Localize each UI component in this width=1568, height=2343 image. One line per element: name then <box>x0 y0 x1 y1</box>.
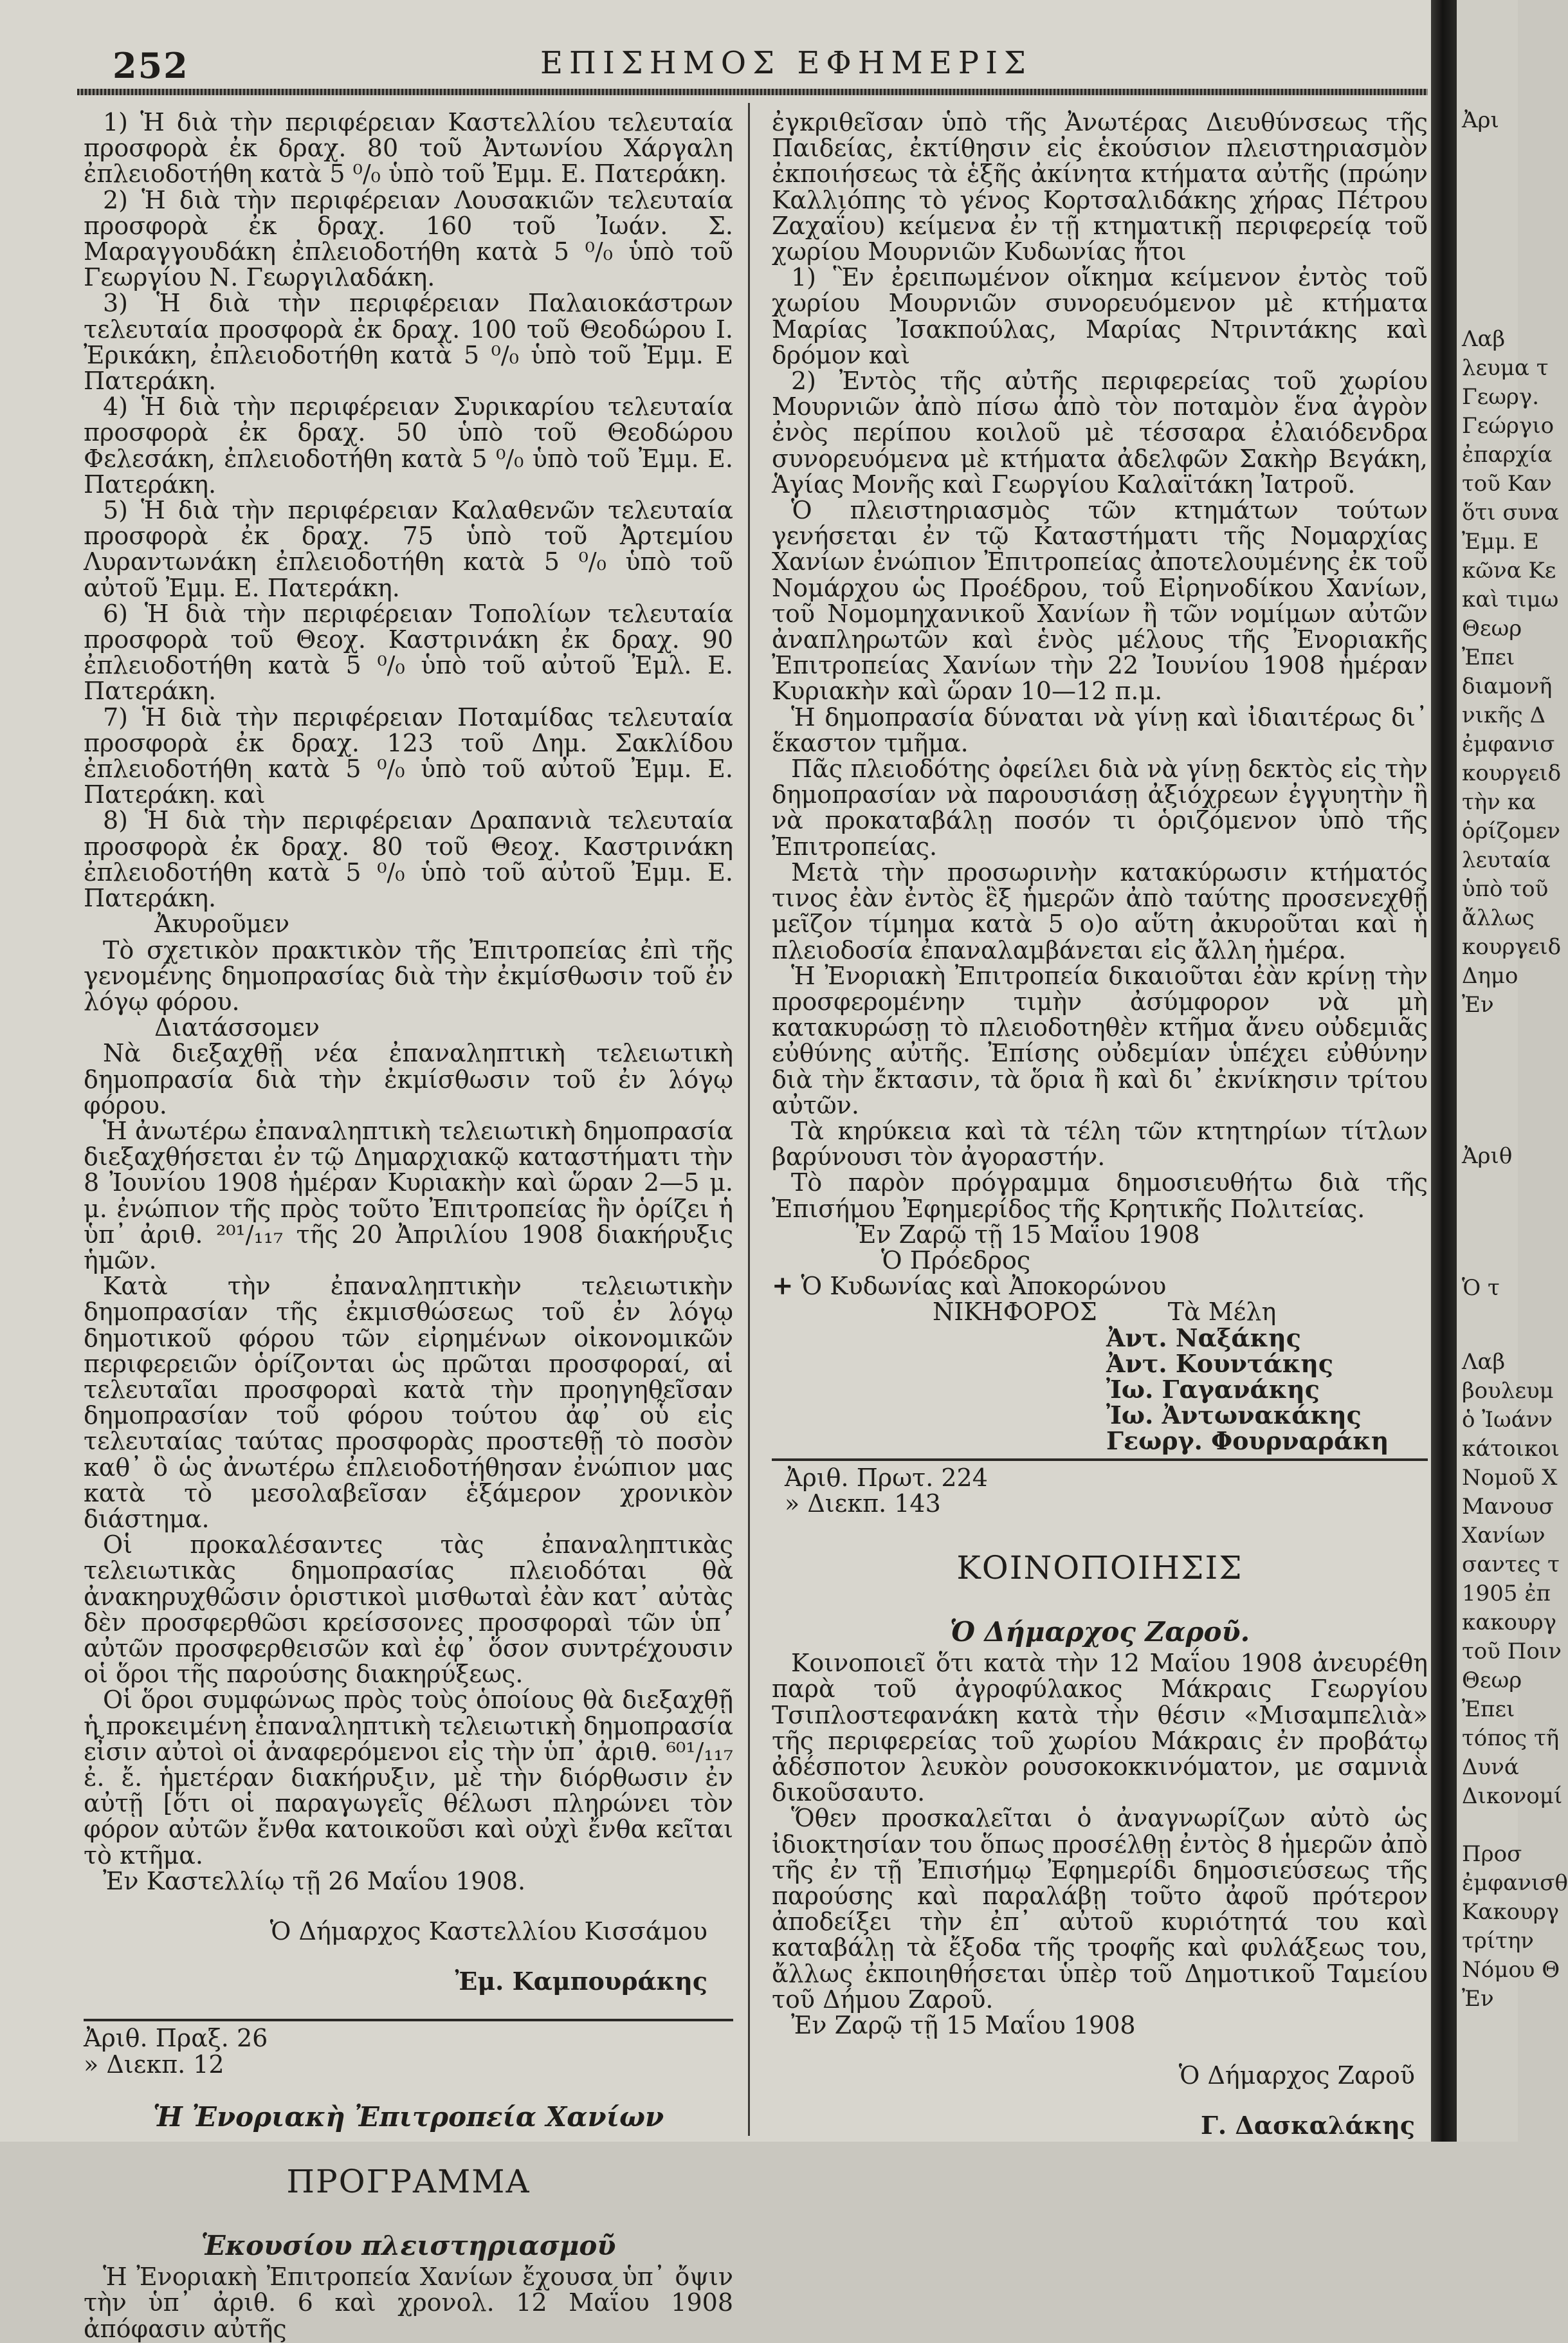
left-ref-diekp <box>84 2052 733 2077</box>
left-paragraph-13: Οἱ προκαλέσαντες τὰς ἐπαναληπτικὰς τελειωτικὰς δημοπρασίας πλειοδόται θὰ ἀνακηρυχθῶσιν ὁριστικοὶ μισθωταὶ ἐὰν κατ᾽ αὐτὰς δὲν προσφερθῶσι κρείσσονες προσφοραὶ τῶν ὑπ᾽ αὐτῶν προσφερθεισῶν καὶ ἐφ᾽ ὅσον συντρέχουσιν οἱ ὅροι τῆς παρούσης διακηρύξεως. <box>84 1530 733 1689</box>
next-page-fragment: Κακουργ <box>1462 1899 1560 1925</box>
member-name: Ἰω. Γαγανάκης <box>1106 1374 1320 1404</box>
right-members-label: Τὰ Μέλη <box>1167 1298 1277 1327</box>
next-page-fragment: ὁρίζομεν <box>1462 818 1561 844</box>
next-page-fragment: καὶ τιμω <box>1462 587 1559 612</box>
right-paragraph-12: Ὅθεν προσκαλεῖται ὁ ἀναγνωρίζων αὐτὸ ὡς ἰδιοκτησίαν του ὅπως προσέλθῃ ἐντὸς 8 ἡμερῶν ἀπὸ τῆς ἐν τῇ Ἐπισήμῳ Ἐφημερίδι δημοσιεύσεως τῆς παρούσης καὶ παραλάβῃ τοῦτο ἀφοῦ πρότερον ἀποδείξει τὴν ἐπ᾽ αὐτοῦ κυριότητά του καὶ καταβάλῃ τὰ ἔξοδα τῆς τροφῆς καὶ φυλάξεως του, ἄλλως ἐκποιηθήσεται ὑπὲρ τοῦ Δημοτικοῦ Ταμείου τοῦ Δήμου Ζαροῦ. <box>772 1804 1428 2014</box>
right-paragraph-9: Τὰ κηρύκεια καὶ τὰ τέλη τῶν κτητηρίων τίτλων βαρύνουσι τὸν ἀγοραστήν. <box>772 1116 1428 1172</box>
left-paragraph-4: 4) Ἡ διὰ τὴν περιφέρειαν Συρικαρίου τελευταία προσφορὰ ἐκ δραχ. 50 ὑπὸ τοῦ Θεοδώρου Φελεσάκη, ἐπλειοδοτήθη κατὰ 5 ⁰/₀ ὑπὸ τοῦ Ἐμμ. Ε. Πατεράκη. <box>84 392 733 499</box>
left-program-heading: ΠΡΟΓΡΑΜΜΑ <box>286 2163 531 2201</box>
left-paragraph-15: Ἡ Ἐνοριακὴ Ἐπιτροπεία Χανίων ἔχουσα ὑπ᾽ ὄψιν τὴν ὑπ᾽ ἀριθ. 6 καὶ χρονολ. 12 Μαΐου 1908 ἀπόφασιν αὐτῆς <box>84 2263 733 2343</box>
next-page-fragment: τὴν κα <box>1462 789 1536 815</box>
left-paragraph-5: 5) Ἡ διὰ τὴν περιφέρειαν Καλαθενῶν τελευταία προσφορὰ ἐκ δραχ. 75 ὑπὸ τοῦ Ἀρτεμίου Λυραντωνάκη ἐπλειοδοτήθη κατὰ 5 ⁰/₀ ὑπὸ τοῦ αὐτοῦ Ἐμμ. Ε. Πατεράκη. <box>84 496 733 602</box>
right-date-2: Ἐν Ζαρῷ τῇ 15 Μαΐου 1908 <box>791 2011 1136 2040</box>
next-page-fragment: τοῦ Ποιν <box>1462 1639 1562 1664</box>
next-page-fragment: ἄλλως <box>1462 905 1535 931</box>
right-members-list <box>1106 1325 1428 1455</box>
left-column <box>84 109 733 2342</box>
right-paragraph-7: Μετὰ τὴν προσωρινὴν κατακύρωσιν κτήματός τινος ἐὰν ἐντὸς ἓξ ἡμερῶν ἀπὸ ταύτης προσενεχθῇ μεῖζον τίμημα κατὰ 5 ο)ο αὕτη ἀκυροῦται καὶ ἡ πλειοδοσία ἐπαναλαμβάνεται εἰς ἄλλη ἡμέρα. <box>772 858 1428 964</box>
next-page-fragment: Χανίων <box>1462 1523 1545 1548</box>
next-page-fragment: κάτοικοι <box>1462 1436 1560 1462</box>
next-page-fragment: Ὁ τ <box>1462 1275 1500 1301</box>
next-page-fragment: ἐπαρχία <box>1462 442 1553 468</box>
page-gutter <box>1431 0 1457 2142</box>
next-page-fragment: κουργειδ <box>1462 760 1562 786</box>
next-page-fragment: Νομοῦ Χ <box>1462 1465 1558 1491</box>
left-voluntary-heading: Ἑκουσίου πλειστηριασμοῦ <box>201 2230 616 2262</box>
next-page-fragment: 1905 ἐπ <box>1462 1581 1551 1606</box>
left-paragraph-10: Νὰ διεξαχθῇ νέα ἐπαναληπτικὴ τελειωτικὴ δημοπρασία διὰ τὴν ἐκμίσθωσιν τοῦ ἐν λόγῳ φόρου. <box>84 1039 733 1119</box>
right-ref-prot <box>772 1465 1428 1491</box>
cross-icon: + <box>772 1271 794 1301</box>
next-page-fragment: τόπος τῆ <box>1462 1725 1560 1751</box>
next-page-fragment: σαντες τ <box>1462 1552 1560 1577</box>
right-paragraph-10: Τὸ παρὸν πρόγραμμα δημοσιευθήτω διὰ τῆς Ἐπισήμου Ἐφημερίδος τῆς Κρητικῆς Πολιτείας. <box>772 1168 1428 1223</box>
next-page-fragment: κουργειδ <box>1462 934 1562 960</box>
next-page-fragment: Θεωρ <box>1462 1668 1522 1693</box>
right-column <box>772 109 1428 2164</box>
next-page-fragment: ἐμφανισθ <box>1462 1870 1568 1896</box>
right-notice-heading: ΚΟΙΝΟΠΟΙΗΣΙΣ <box>956 1548 1243 1586</box>
header-rule <box>77 89 1428 95</box>
next-page-fragment: Ἐμμ. Ε <box>1462 529 1539 555</box>
next-page-fragment: Δημο <box>1462 963 1518 989</box>
next-page-fragment: Γεώργιο <box>1462 413 1554 439</box>
page-title: ΕΠΙΣΗΜΟΣ ΕΦΗΜΕΡΙΣ <box>540 45 1032 81</box>
right-president: Ὁ Πρόεδρος <box>881 1245 1031 1274</box>
right-paragraph-6: Πᾶς πλειοδότης ὀφείλει διὰ νὰ γίνῃ δεκτὸς εἰς τὴν δημοπρασίαν νὰ παρουσιάσῃ ἀξιόχρεων ἐγγυητὴν ἢ νὰ προκαταβάλῃ ποσόν τι ὁριζόμενον ὑπὸ τῆς Ἐπιτροπείας. <box>772 755 1428 861</box>
next-page-fragment: νικῆς Δ <box>1462 703 1546 728</box>
next-page-fragment: Ἀρι <box>1462 107 1499 133</box>
right-notice-by: Ὁ Δήμαρχος Ζαροῦ. <box>949 1615 1250 1648</box>
right-paragraph-8: Ἡ Ἐνοριακὴ Ἐπιτροπεία δικαιοῦται ἐὰν κρίνῃ τὴν προσφερομένην τιμὴν ἀσύμφορον νὰ μὴ κατακυρώσῃ τὸ πλειοδοτηθὲν κτῆμα ἄνευ οὐδεμιᾶς εὐθύνης αὐτῆς. Ἐπίσης οὐδεμίαν ὑπέχει εὐθύνην διὰ τὴν ἔκτασιν, τὰ ὅρια ἢ καὶ δι᾽ ἐκνίκησιν τρίτου αὐτῶν. <box>772 961 1428 1119</box>
left-paragraph-11: Ἡ ἀνωτέρω ἐπαναληπτικὴ τελειωτικὴ δημοπρασία διεξαχθήσεται ἐν τῷ Δημαρχιακῷ καταστήματι τὴν 8 Ἰουνίου 1908 ἡμέραν Κυριακὴν καὶ ὥραν 2—5 μ. μ. ἐνώπιον τῆς πρὸς τοῦτο Ἐπιτροπείας ἣν ὁρίζει ἡ ὑπ᾽ ἀριθ. ²⁰¹/₁₁₇ τῆς 20 Ἀπριλίου 1908 διακήρυξις ἡμῶν. <box>84 1116 733 1274</box>
right-paragraph-3: 2) Ἐντὸς τῆς αὐτῆς περιφερείας τοῦ χωρίου Μουρνιῶν ἀπὸ πίσω ἀπὸ τὸν ποταμὸν ἕνα ἀγρὸν ἐνὸς περίπου κοιλοῦ μὲ τέσσαρα ἐλαιόδενδρα συνορευόμενα μὲ κτήματα ἀδελφῶν Σακὴρ Βεγάκη, Ἁγίας Μονῆς καὶ Γεωργίου Καλαϊτάκη Ἰατροῦ. <box>772 367 1428 499</box>
next-page-fragment: Ἐν <box>1462 992 1494 1018</box>
left-ref-praxeos-text: Ἀριθ. Πραξ. 26 <box>84 2024 268 2053</box>
left-akyroumen: Ἀκυροῦμεν <box>154 910 290 939</box>
next-page-fragment: Ἀριθ <box>1462 1143 1513 1169</box>
next-page-fragment: Ἐν <box>1462 1986 1494 2012</box>
next-page-fragment: κῶνα Κε <box>1462 558 1556 583</box>
member-name: Ἀντ. Ναξάκης <box>1106 1323 1301 1352</box>
right-paragraph-11: Κοινοποιεῖ ὅτι κατὰ τὴν 12 Μαΐου 1908 ἀνευρέθη παρὰ τοῦ ἀγροφύλακος Μάκραις Γεωργίου Τσιπλοστεφανάκη κατὰ τὴν θέσιν «Μισαμπελιὰ» τῆς περιφερείας τοῦ χωρίου Μάκραις ἐν προβάτῳ ἀδέσποτον λευκὸν ρουσοκοκκινόματον, με σαμνιὰ δικοῦσαυτο. <box>772 1649 1428 1807</box>
member-name: Ἰω. Ἀντωνακάκης <box>1106 1401 1362 1430</box>
next-page-fragment: Ἐπει <box>1462 1696 1515 1722</box>
right-paragraph-4: Ὁ πλειστηριασμὸς τῶν κτημάτων τούτων γενήσεται ἐν τῷ Καταστήματι τῆς Νομαρχίας Χανίων ἐνώπιον Ἐπιτροπείας ἀποτελουμένης ἐκ τοῦ Νομάρχου ὡς Προέδρου, τοῦ Εἰρηνοδίκου Χανίων, τοῦ Νομομηχανικοῦ Χανίων ἢ τῶν νομίμων αὐτῶν ἀναπληρωτῶν καὶ ἑνὸς μέλους τῆς Ἐνοριακῆς Ἐπιτροπείας Χανίων τὴν 22 Ἰουνίου 1908 ἡμέραν Κυριακὴν καὶ ὥραν 10—12 π.μ. <box>772 496 1428 706</box>
next-page-fragment: λευμα τ <box>1462 355 1549 381</box>
next-page-fragment: κακουργ <box>1462 1610 1556 1635</box>
left-ref-praxeos <box>84 2025 733 2051</box>
left-diatassomen: Διατάσσομεν <box>154 1013 320 1042</box>
next-page-fragment: λευταία <box>1462 847 1551 873</box>
left-divider <box>84 2019 733 2021</box>
right-mayor-signature: Γ. Δασκαλάκης <box>1200 2111 1415 2140</box>
right-mayor-title: Ὁ Δήμαρχος Ζαροῦ <box>1178 2061 1415 2090</box>
next-page-fragment: τρίτην <box>1462 1928 1534 1954</box>
left-paragraph-2: 2) Ἡ διὰ τὴν περιφέρειαν Λουσακιῶν τελευταία προσφορὰ ἐκ δραχ. 160 τοῦ Ἰωάν. Σ. Μαραγγουδάκη ἐπλειοδοτήθη κατὰ 5 ⁰/₀ ὑπὸ τοῦ Γεωργίου Ν. Γεωργιλαδάκη. <box>84 185 733 292</box>
next-page-fragment: Δυνά <box>1462 1754 1519 1780</box>
member-name: Γεωργ. Φουρναράκη <box>1106 1426 1389 1456</box>
left-paragraph-6: 6) Ἡ διὰ τὴν περιφέρειαν Τοπολίων τελευταία προσφορὰ τοῦ Θεοχ. Καστρινάκη ἐκ δραχ. 90 ἐπλειοδοτήθη κατὰ 5 ⁰/₀ ὑπὸ τοῦ αὐτοῦ Ἐμλ. Ε. Πατεράκη. <box>84 599 733 706</box>
left-mayor-title: Ὁ Δήμαρχος Καστελλίου Κισσάμου <box>269 1917 707 1946</box>
right-paragraph-2: 1) Ἓν ἐρειπωμένον οἴκημα κείμενον ἐντὸς τοῦ χωρίου Μουρνιῶν συνορευόμενον μὲ κτήματα Μαρίας Ἰσακπούλας, Μαρίας Ντριντάκης καὶ δρόμον καὶ <box>772 263 1428 369</box>
left-paragraph-8: 8) Ἡ διὰ τὴν περιφέρειαν Δραπανιὰ τελευταία προσφορὰ ἐκ δραχ. 80 τοῦ Θεοχ. Καστρινάκη ἐπλειοδοτήθη κατὰ 5 ⁰/₀ ὑπὸ τοῦ αὐτοῦ Ἐμμ. Ε. Πατεράκη. <box>84 806 733 913</box>
left-authority-heading: Ἡ Ἐνοριακὴ Ἐπιτροπεία Χανίων <box>152 2100 664 2133</box>
next-page-fragment: Λαβ <box>1462 1349 1506 1375</box>
column-divider <box>748 103 750 2136</box>
left-paragraph-14: Οἱ ὅροι συμφώνως πρὸς τοὺς ὁποίους θὰ διεξαχθῇ ἡ προκειμένη ἐπαναληπτικὴ τελειωτικὴ δημοπρασία εἶσιν αὐτοὶ οἱ ἀναφερόμενοι εἰς τὴν ὑπ᾽ ἀριθ. ⁶⁰¹/₁₁₇ ἐ. ἔ. ἡμετέραν διακήρυξιν, μὲ τὴν διόρθωσιν ἐν αὐτῇ [ὅτι οἱ παραγωγεῖς θέλωσι πληρώνει τὸν φόρον αὐτῶν ἔνθα κατοικοῦσι καὶ οὐχὶ ἔνθα κεῖται τὸ κτῆμα. <box>84 1686 733 1870</box>
left-paragraph-1: 1) Ἡ διὰ τὴν περιφέρειαν Καστελλίου τελευταία προσφορὰ ἐκ δραχ. 80 τοῦ Ἀντωνίου Χάργαλη ἐπλειοδοτήθη κατὰ 5 ⁰/₀ ὑπὸ τοῦ Ἐμμ. Ε. Πατεράκη. <box>84 108 733 188</box>
next-page-fragment: τοῦ Καν <box>1462 471 1552 497</box>
right-date: Ἐν Ζαρῷ τῇ 15 Μαΐου 1908 <box>855 1220 1200 1249</box>
right-bishop-name-line <box>772 1299 1428 1325</box>
next-page-fragment: Νόμου Θ <box>1462 1957 1560 1983</box>
page-number: 252 <box>113 45 189 86</box>
next-page-fragment: Ἐπει <box>1462 645 1515 670</box>
left-ref-diekp-text: » Διεκπ. 12 <box>84 2050 224 2079</box>
next-page-fragment: Δικονομί <box>1462 1783 1563 1809</box>
right-bishop: Ὁ Κυδωνίας καὶ Ἀποκορώνου <box>801 1272 1167 1301</box>
next-page-fragment: Θεωρ <box>1462 616 1522 641</box>
next-page-fragment: Λαβ <box>1462 326 1506 352</box>
right-ref-diekp <box>772 1491 1428 1516</box>
left-paragraph-3: 3) Ἡ διὰ τὴν περιφέρειαν Παλαιοκάστρων τελευταία προσφορὰ ἐκ δραχ. 100 τοῦ Θεοδώρου Ι. Ἐρικάκη, ἐπλειοδοτήθη κατὰ 5 ⁰/₀ ὑπὸ τοῦ Ἐμμ. Ε Πατεράκη. <box>84 289 733 396</box>
right-bishop-line <box>772 1273 1428 1299</box>
right-paragraph-5: Ἡ δημοπρασία δύναται νὰ γίνῃ καὶ ἰδιαιτέρως δι᾽ ἕκαστον τμῆμα. <box>772 703 1428 757</box>
next-page-fragment: βουλευμ <box>1462 1378 1554 1404</box>
next-page-fragment: ὅτι συνα <box>1462 500 1559 526</box>
member-name: Ἀντ. Κουντάκης <box>1106 1348 1334 1378</box>
next-page-fragment: Μανουσ <box>1462 1494 1554 1520</box>
left-paragraph-12: Κατὰ τὴν ἐπαναληπτικὴν τελειωτικὴν δημοπρασίαν τῆς ἐκμισθώσεως τοῦ ἐν λόγῳ δημοτικοῦ φόρου τῶν εἰρημένων οἰκονομικῶν περιφερειῶν ὁρίζονται ὡς πρῶται προσφοραί, αἱ τελευταῖαι προσφοραὶ κατὰ τὴν προηγηθεῖσαν δημοπρασίαν τοῦ φόρου τούτου ἀφ᾽ οὗ εἰς τελευταίας ταύτας προσφορὰς προστεθῇ τὸ ποσὸν καθ᾽ ὃ ὡς ἀνωτέρω ἐπλειοδοτήθησαν ἐνώπιον μας κατὰ τὸ μεσολαβεῖσαν ἑξάμερον χρονικὸν διάστημα. <box>84 1272 733 1533</box>
next-page-fragment: διαμονῆ <box>1462 674 1553 699</box>
next-page-fragment: ὑπὸ τοῦ <box>1462 876 1549 902</box>
left-mayor-signature: Ἐμ. Καμπουράκης <box>455 1967 707 1996</box>
right-ref-diekp-text: » Διεκπ. 143 <box>785 1489 941 1518</box>
next-page-fragment: ἐμφανισ <box>1462 731 1555 757</box>
right-divider <box>772 1458 1428 1461</box>
left-date: Ἐν Καστελλίῳ τῇ 26 Μαΐου 1908. <box>103 1866 526 1895</box>
next-page-fragment: Γεωργ. <box>1462 384 1540 410</box>
left-paragraph-9: Τὸ σχετικὸν πρακτικὸν τῆς Ἐπιτροπείας ἐπὶ τῆς γενομένης δημοπρασίας διὰ τὴν ἐκμίσθωσιν τοῦ ἐν λόγῳ φόρου. <box>84 935 733 1016</box>
left-paragraph-7: 7) Ἡ διὰ τὴν περιφέρειαν Ποταμίδας τελευταία προσφορὰ ἐκ δραχ. 123 τοῦ Δημ. Σακλίδου ἐπλειοδοτήθη κατὰ 5 ⁰/₀ ὑπὸ τοῦ αὐτοῦ Ἐμμ. Ε. Πατεράκη. καὶ <box>84 703 733 809</box>
right-ref-prot-text: Ἀριθ. Πρωτ. 224 <box>785 1463 988 1492</box>
right-bishop-name: ΝΙΚΗΦΟΡΟΣ <box>933 1298 1097 1327</box>
next-page-edge <box>1457 0 1568 2142</box>
next-page-fragment: Προσ <box>1462 1841 1522 1867</box>
right-paragraph-1: ἐγκριθεῖσαν ὑπὸ τῆς Ἀνωτέρας Διευθύνσεως τῆς Παιδείας, ἐκτίθησιν εἰς ἑκούσιον πλειστηριασμὸν ἐκποιήσεως τὰ ἑξῆς ἀκίνητα κτήματα αὐτῆς (πρώην Καλλιόπης τὸ γένος Κορτσαλιδάκης χήρας Πέτρου Ζαχαΐου) κείμενα ἐν τῇ κτηματικῇ περιφερείᾳ τοῦ χωρίου Μουρνιῶν Κυδωνίας ἤτοι <box>772 108 1428 266</box>
next-page-fragment: ὁ Ἰωάνν <box>1462 1407 1553 1433</box>
